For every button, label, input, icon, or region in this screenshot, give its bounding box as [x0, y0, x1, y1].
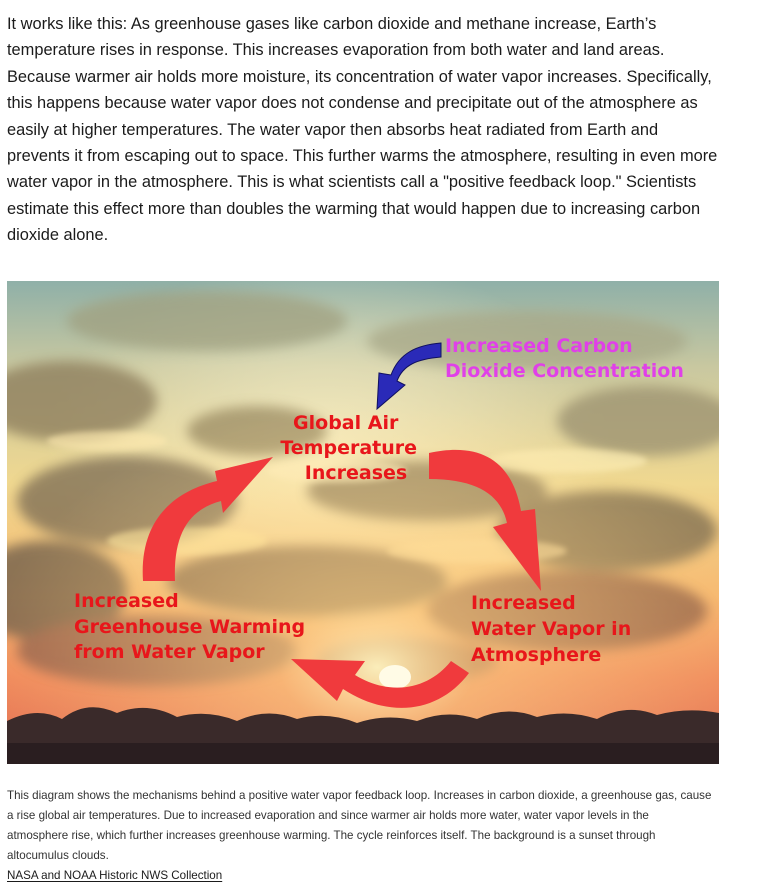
greenhouse-warming-label: Increased Greenhouse Warming from Water Vapor [74, 590, 306, 663]
article-paragraph: It works like this: As greenhouse gases like carbon dioxide and methane increase, Earth’s temperature rises in response. This increases evaporation from both water and land areas. Because warmer air holds more moisture, its concentration of water vapor increases. Specifically, this happens because water vapor does not condense and precipitate out of the atmosphere as easily at higher temperatures. The water vapor then absorbs heat radiated from Earth and prevents it from escaping out to space. This further warms the atmosphere, resulting in even more water vapor in the atmosphere. This is what scientists call a "positive feedback loop." Scientists estimate this effect more than doubles the warming that would happen due to increasing carbon dioxide alone. [7, 15, 718, 245]
feedback-loop-diagram [7, 281, 719, 764]
water-vapor-label: Increased Water Vapor in Atmosphere [471, 592, 632, 666]
image-credit-link[interactable]: NASA and NOAA Historic NWS Collection [7, 869, 223, 882]
temperature-label: Global Air Temperature Increases [280, 412, 418, 484]
co2-label: Increased Carbon Dioxide Concentration [445, 335, 684, 382]
feedback-loop-figure [7, 281, 719, 764]
figure-caption: This diagram shows the mechanisms behind a positive water vapor feedback loop. Increases in carbon dioxide, a greenhouse gas, cause a rise global air temperatures. Due to increased evaporation and since warmer air holds more water, water vapor levels in the atmosphere rise, which further increases greenhouse warming. The cycle reinforces itself. The background is a sunset through altocumulus clouds. [7, 789, 712, 862]
sun [379, 665, 411, 689]
